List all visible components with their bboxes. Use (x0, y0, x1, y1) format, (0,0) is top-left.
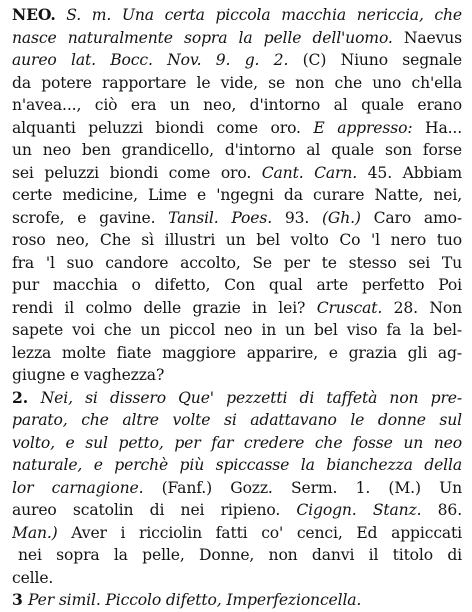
italic-text: parato, che altre volte si adattavano le donne sul (12, 411, 462, 429)
roman-text: Caro amo- (360, 208, 462, 227)
roman-text: giugne e vaghezza? (12, 366, 165, 384)
sense-number: 2. (12, 387, 41, 407)
italic-text: nasce naturalmente sopra la pelle dell'uomo. (12, 28, 393, 47)
italic-text: E appresso: (313, 118, 413, 137)
roman-text: sapete voi che un piccol neo in un bel viso fa la bel- (12, 321, 462, 339)
italic-text: (Gh.) (321, 208, 361, 227)
italic-text: Tansil. Poes. (168, 208, 273, 227)
roman-text: da potere rapportare le vide, se non che uno ch'ella (12, 73, 462, 92)
entry-line (12, 477, 462, 500)
italic-text: Man.) (12, 523, 58, 542)
entry-line (12, 319, 462, 342)
roman-text: 28. Non (382, 298, 462, 317)
roman-text: 45. Abbiam (357, 163, 462, 182)
entry-line (12, 342, 462, 365)
roman-text: nei sopra la pelle, Donne, non danvi il titolo di (18, 546, 462, 564)
italic-text: volto, e sul petto, per far credere che fosse un neo (12, 433, 462, 452)
entry-line (12, 72, 462, 95)
entry-line (12, 387, 462, 410)
italic-text: Per simil. Piccolo difetto, Imperfezioncella. (27, 591, 362, 609)
roman-text: roso neo, Che sì illustri un bel volto Co 'l nero tuo (12, 231, 462, 249)
roman-text: aureo scatolin di nei ripieno. (12, 501, 297, 519)
roman-text: un neo ben grandicello, d'intorno al quale son forse (12, 141, 462, 159)
entry-line (12, 544, 462, 567)
dictionary-entry-neo (12, 4, 462, 612)
roman-text: Aver i ricciolin fatti co' cenci, Ed appiccati (57, 523, 462, 542)
italic-text: naturale, e perchè più spiccasse la bianchezza della (12, 456, 462, 474)
roman-text: Naevus (392, 28, 462, 47)
entry-line (12, 454, 462, 477)
roman-text: scrofe, e gavine. (12, 208, 169, 227)
entry-line (12, 184, 462, 207)
entry-line (12, 567, 462, 590)
italic-text: Cruscat. (316, 298, 383, 317)
entry-line (12, 27, 462, 50)
entry-line (12, 49, 462, 72)
entry-line (12, 162, 462, 185)
entry-line (12, 499, 462, 522)
roman-text: n'avea..., ciò era un neo, d'intorno al quale erano (12, 96, 462, 114)
entry-line (12, 364, 462, 387)
italic-text: Cigogn. Stanz. (296, 501, 422, 519)
roman-text: rendi il colmo delle grazie in lei? (12, 298, 317, 317)
entry-line (12, 139, 462, 162)
roman-text: (Fanf.) Gozz. Serm. 1. (M.) Un (143, 478, 462, 497)
entry-line (12, 207, 462, 230)
roman-text: sei peluzzi biondi come oro. (12, 163, 262, 182)
roman-text: alquanti peluzzi biondi come oro. (12, 118, 314, 137)
roman-text: (C) Niuno segnale (288, 51, 462, 69)
entry-line (12, 522, 462, 545)
italic-text: aureo lat. Bocc. Nov. 9. g. 2. (12, 51, 289, 69)
roman-text: Ha... (412, 118, 462, 137)
entry-line (12, 94, 462, 117)
entry-line (12, 252, 462, 275)
roman-text: 93. (272, 208, 322, 227)
entry-line (12, 409, 462, 432)
roman-text: celle. (12, 568, 54, 587)
entry-line (12, 117, 462, 140)
headword: NEO. (12, 5, 56, 24)
italic-text: lor carnagione. (12, 478, 144, 497)
entry-line (12, 274, 462, 297)
entry-line (12, 4, 462, 27)
entry-line (12, 297, 462, 320)
italic-text: S. m. Una certa piccola macchia nericcia, che (55, 6, 462, 24)
roman-text: 86. (421, 501, 462, 519)
entry-line (12, 229, 462, 252)
italic-text: Cant. Carn. (261, 163, 358, 182)
roman-text: certe medicine, Lime e 'ngegni da curare Natte, nei, (12, 186, 462, 204)
roman-text: lezza molte fiate maggiore apparire, e grazia gli ag- (12, 343, 462, 362)
sense-number: 3 (12, 590, 28, 609)
italic-text: Nei, si dissero Que' pezzetti di taffetà non pre- (40, 388, 462, 407)
roman-text: fra 'l suo candore accolto, Se per te stesso sei Tu (12, 253, 462, 272)
roman-text: pur macchia o difetto, Con qual arte perfetto Poi (12, 276, 462, 294)
entry-line (12, 589, 462, 612)
entry-line (12, 432, 462, 455)
